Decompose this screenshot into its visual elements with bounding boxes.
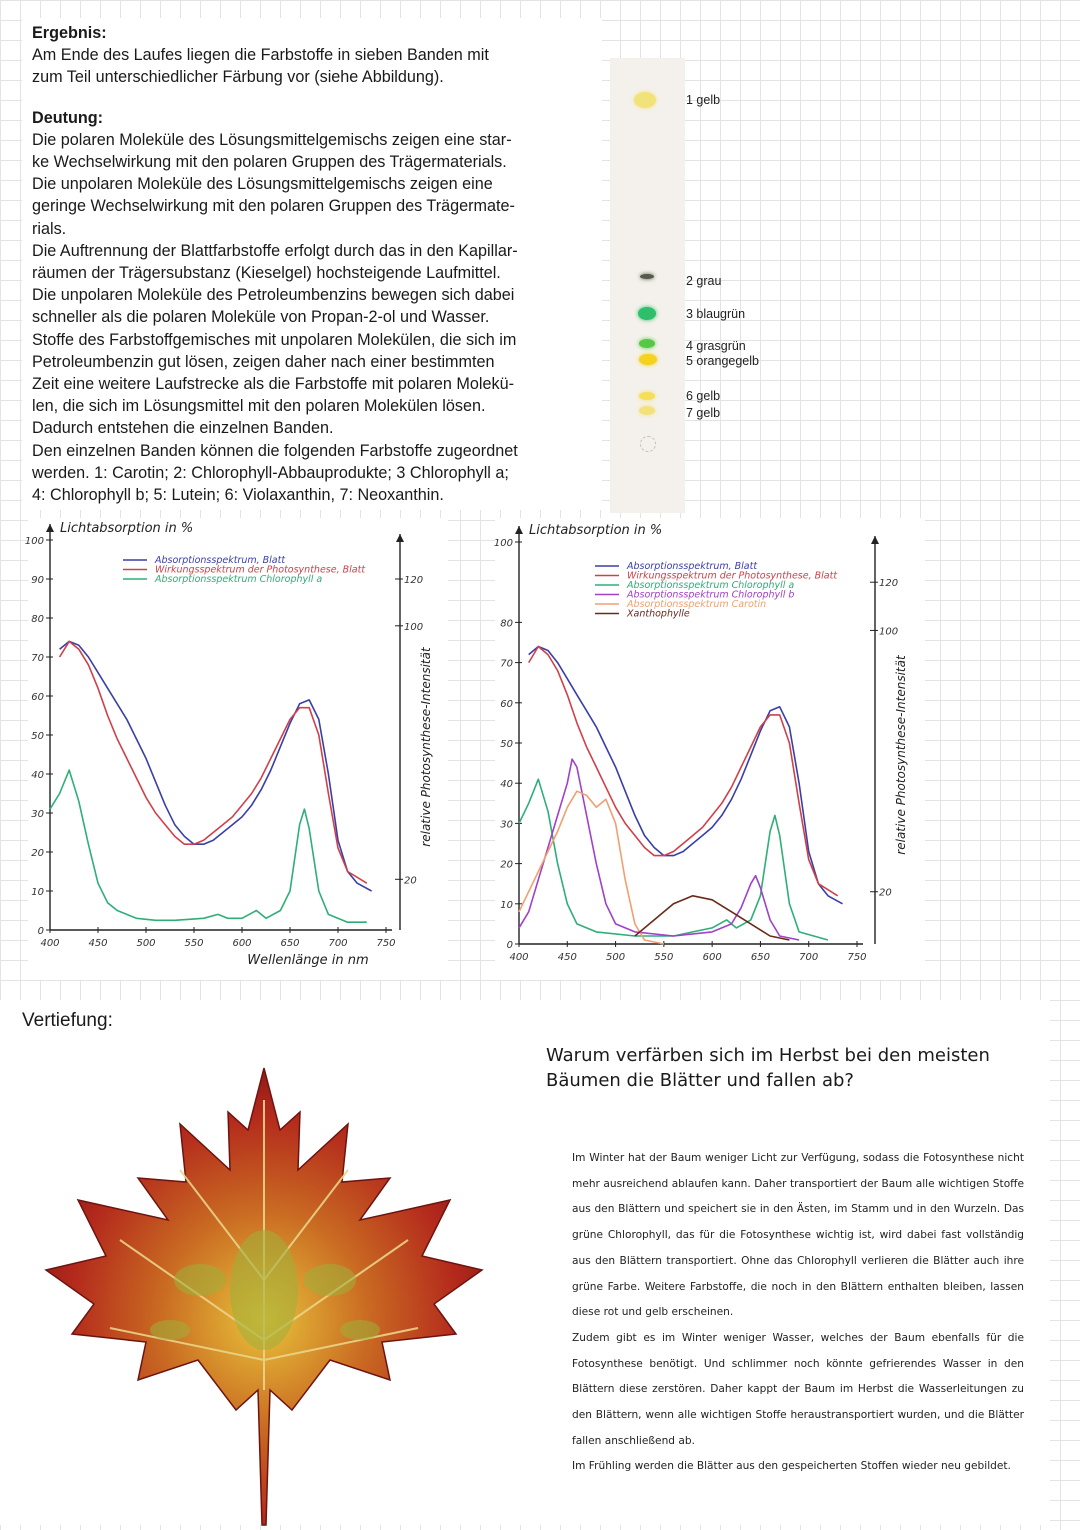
x-tick-label: 650 <box>280 938 300 949</box>
y2-tick-label: 100 <box>404 621 424 633</box>
series-line <box>50 770 367 922</box>
interpretation-heading: Deutung: <box>32 108 104 127</box>
x-tick-label: 600 <box>702 952 722 963</box>
y-tick-label: 100 <box>493 538 513 549</box>
x-tick-label: 450 <box>557 952 577 963</box>
band-spot-2 <box>640 274 654 279</box>
y-tick-label: 0 <box>506 940 513 951</box>
band-spot-4 <box>639 339 655 348</box>
x-axis-title: Wellenlänge in nm <box>247 953 369 968</box>
band-label-6: 6 gelb <box>686 389 721 403</box>
x-tick-label: 700 <box>799 952 819 963</box>
interpretation-line: räumen der Trägersubstanz (Kieselgel) hochsteigende Laufmittel. <box>32 264 501 283</box>
band-spot-6 <box>639 392 655 400</box>
question-text: Warum verfärben sich im Herbst bei den meisten Bäumen die Blätter und fallen ab? <box>546 1045 990 1091</box>
band-label-1: 1 gelb <box>686 93 721 107</box>
y-tick-label: 20 <box>31 848 44 859</box>
band-label-5: 5 orangegelb <box>686 354 759 368</box>
x-tick-label: 400 <box>509 952 529 963</box>
text-block <box>22 18 602 510</box>
interpretation-line: Die polaren Moleküle des Lösungsmittelgemischs zeigen eine star- <box>32 130 512 149</box>
answer-paragraph: Im Winter hat der Baum weniger Licht zur Verfügung, sodass die Fotosynthese nicht mehr ausreichend ablaufen kann. Daher transportiert der Baum alle wichtigen Stoffe aus den Blättern und speichert sie in den Ästen, im Stamm und in den Wurzeln. Das grüne Chlorophyll, das für die Fotosynthese wichtig ist, wird dabei fast vollständig aus den Blättern transportiert. Ohne das Chlorophyll verlieren die Blätter auch ihre grüne Farbe. Weitere Farbstoffe, die noch in den Blättern enthalten bleiben, lassen diese rot und gelb erscheinen. <box>572 1152 1024 1319</box>
absorption-chart-2 <box>495 518 925 980</box>
x-tick-label: 500 <box>606 952 626 963</box>
y-tick-label: 80 <box>31 614 44 625</box>
y-tick-label: 60 <box>31 692 44 703</box>
y-tick-label: 100 <box>24 536 44 547</box>
x-tick-label: 650 <box>750 952 770 963</box>
interpretation-line: Den einzelnen Banden können die folgenden Farbstoffe zugeordnet <box>32 441 518 460</box>
result-line: zum Teil unterschiedlicher Färbung vor (siehe Abbildung). <box>32 68 444 87</box>
x-tick-label: 550 <box>654 952 674 963</box>
y2-axis-title: relative Photosynthese-Intensität <box>419 647 433 847</box>
y2-axis-arrow <box>871 536 879 544</box>
x-tick-label: 400 <box>40 938 60 949</box>
interpretation-line: schneller als die polaren Moleküle von Propan-2-ol und Wasser. <box>32 308 490 327</box>
x-tick-label: 750 <box>376 938 396 949</box>
y-tick-label: 80 <box>500 618 513 630</box>
y-tick-label: 60 <box>500 698 513 710</box>
y-tick-label: 40 <box>31 770 44 781</box>
result-heading: Ergebnis: <box>32 24 107 42</box>
interpretation-line: Stoffe des Farbstoffgemisches mit unpolaren Molekülen, die sich im <box>32 330 517 349</box>
band-spot-7 <box>639 406 655 415</box>
series-line <box>60 641 367 883</box>
series-line <box>529 647 843 904</box>
interpretation-line: Petroleumbenzin gut lösen, zeigen daher nach einer bestimmten <box>32 352 495 371</box>
start-line-mark <box>640 436 656 452</box>
y-axis-title: Lichtabsorption in % <box>529 523 663 538</box>
interpretation-line: 4: Chlorophyll b; 5: Lutein; 6: Violaxanthin, 7: Neoxanthin. <box>32 486 444 505</box>
y-tick-label: 10 <box>31 887 44 898</box>
answer-text <box>572 1146 1024 1480</box>
y-tick-label: 70 <box>500 658 513 670</box>
series-line <box>60 641 372 891</box>
absorption-chart-1 <box>24 518 448 980</box>
y2-tick-label: 100 <box>879 626 899 638</box>
series-line <box>635 896 790 940</box>
y-tick-label: 20 <box>500 859 513 871</box>
interpretation-line: Die unpolaren Moleküle des Lösungsmittelgemischs zeigen eine <box>32 175 493 194</box>
y2-axis-arrow <box>396 534 404 542</box>
interpretation-line: werden. 1: Carotin; 2: Chlorophyll-Abbauprodukte; 3 Chlorophyll a; <box>32 463 509 482</box>
legend-label: Wirkungsspektrum der Photosynthese, Blatt <box>627 570 838 582</box>
interpretation-line: Dadurch entstehen die einzelnen Banden. <box>32 419 334 438</box>
band-spot-1 <box>634 92 656 108</box>
y-tick-label: 90 <box>31 575 44 586</box>
x-tick-label: 450 <box>88 938 108 949</box>
series-line <box>519 759 799 940</box>
band-label-3: 3 blaugrün <box>686 307 746 321</box>
y-axis-title: Lichtabsorption in % <box>60 521 194 536</box>
deepening-heading: Vertiefung: <box>22 1010 113 1031</box>
y2-tick-label: 20 <box>879 887 892 899</box>
y-tick-label: 70 <box>31 653 44 664</box>
interpretation-line: rials. <box>32 219 67 238</box>
y2-axis-title: relative Photosynthese-Intensität <box>894 655 908 855</box>
interpretation-line: Die unpolaren Moleküle des Petroleumbenzins bewegen sich dabei <box>32 286 515 305</box>
legend-label: Absorptionsspektrum Chlorophyll b <box>627 589 795 601</box>
band-label-2: 2 grau <box>686 274 722 288</box>
y-tick-label: 30 <box>500 819 513 831</box>
band-spot-5 <box>639 354 657 365</box>
legend-label: Xanthophylle <box>627 608 690 620</box>
legend-label: Wirkungsspektrum der Photosynthese, Blatt <box>155 564 366 576</box>
y-tick-label: 50 <box>31 731 44 742</box>
absorption-chart-2-svg <box>495 518 925 980</box>
interpretation-line: ke Wechselwirkung mit den polaren Gruppen des Trägermaterials. <box>32 153 507 172</box>
y-tick-label: 0 <box>37 926 44 937</box>
legend-label: Absorptionsspektrum Chlorophyll a <box>627 580 795 591</box>
absorption-chart-1-svg <box>24 518 448 980</box>
band-label-4: 4 grasgrün <box>686 339 746 353</box>
series-line <box>519 779 828 940</box>
y-tick-label: 40 <box>500 779 513 791</box>
band-label-7: 7 gelb <box>686 406 721 420</box>
series-line <box>529 647 838 896</box>
result-line: Am Ende des Laufes liegen die Farbstoffe in sieben Banden mit <box>32 46 489 65</box>
x-tick-label: 550 <box>184 938 204 949</box>
y-tick-label: 30 <box>31 809 44 820</box>
legend-label: Absorptionsspektrum, Blatt <box>155 555 286 566</box>
interpretation-line: geringe Wechselwirkung mit den polaren Gruppen des Trägermate- <box>32 197 515 216</box>
answer-paragraph: Zudem gibt es im Winter weniger Wasser, welches der Baum ebenfalls für die Fotosynthese benötigt. Und schlimmer noch könnte gefrierendes Wasser in den Blättern diese zerstören. Daher kappt der Baum im Herbst die Wasserleitungen zu den Blättern, wenn alle wichtigen Stoffe heraustransportiert wurden, und die Blätter fallen anschließend ab. <box>572 1331 1024 1447</box>
y2-tick-label: 120 <box>879 578 899 590</box>
series-line <box>519 791 664 944</box>
autumn-leaf-image <box>30 1060 500 1525</box>
y-tick-label: 50 <box>500 739 513 750</box>
legend-label: Absorptionsspektrum Chlorophyll a <box>155 574 323 585</box>
band-spot-3 <box>638 307 656 320</box>
interpretation-line: Zeit eine weitere Laufstrecke als die Farbstoffe mit polaren Molekü- <box>32 375 514 394</box>
legend-label: Absorptionsspektrum Carotin <box>627 599 767 610</box>
x-tick-label: 750 <box>847 952 867 963</box>
interpretation-line: Die Auftrennung der Blattfarbstoffe erfolgt durch das in den Kapillar- <box>32 241 518 260</box>
answer-paragraph: Im Frühling werden die Blätter aus den gespeicherten Stoffen wieder neu gebildet. <box>572 1460 1011 1473</box>
y2-tick-label: 20 <box>404 875 417 887</box>
interpretation-line: len, die sich im Lösungsmittel mit den polaren Molekülen lösen. <box>32 397 486 416</box>
legend-label: Absorptionsspektrum, Blatt <box>627 561 758 572</box>
y-axis-arrow <box>515 526 523 534</box>
y-tick-label: 10 <box>500 899 513 911</box>
x-tick-label: 500 <box>136 938 156 949</box>
chromatography-strip <box>610 58 685 513</box>
y2-tick-label: 120 <box>404 575 424 586</box>
x-tick-label: 600 <box>232 938 252 949</box>
y-axis-arrow <box>46 524 54 532</box>
x-tick-label: 700 <box>328 938 348 949</box>
